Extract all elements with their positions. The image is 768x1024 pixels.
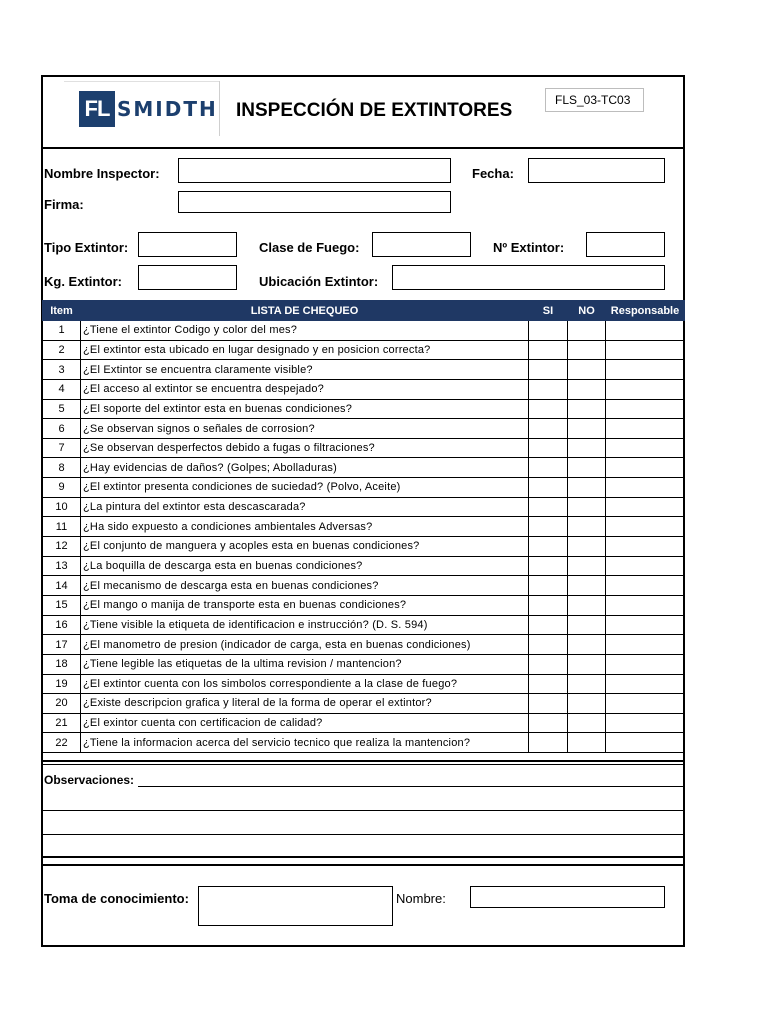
document-code: FLS_03-TC03 [545, 88, 644, 112]
no-cell[interactable] [568, 733, 606, 753]
no-cell[interactable] [568, 576, 606, 596]
col-checklist-header: LISTA DE CHEQUEO [81, 301, 529, 321]
no-cell[interactable] [568, 694, 606, 714]
table-row [43, 419, 685, 439]
checklist-question: ¿El mecanismo de descarga esta en buenas condiciones? [81, 576, 529, 596]
checklist-question: ¿La pintura del extintor esta descascarada? [81, 497, 529, 517]
responsable-cell[interactable] [606, 458, 685, 478]
table-row [43, 438, 685, 458]
table-row [43, 360, 685, 380]
si-cell[interactable] [529, 576, 568, 596]
no-cell[interactable] [568, 458, 606, 478]
page-title: INSPECCIÓN DE EXTINTORES [236, 100, 513, 121]
si-cell[interactable] [529, 497, 568, 517]
checklist-question: ¿El Extintor se encuentra claramente visible? [81, 360, 529, 380]
checklist-question: ¿El mango o manija de transporte esta en buenas condiciones? [81, 595, 529, 615]
item-number: 18 [43, 654, 81, 674]
checklist-question: ¿La boquilla de descarga esta en buenas condiciones? [81, 556, 529, 576]
extinguisher-type-field[interactable] [138, 232, 237, 257]
table-row [43, 399, 685, 419]
table-row [43, 340, 685, 360]
observations-bottom-rule [42, 856, 684, 858]
item-number: 22 [43, 733, 81, 753]
table-row [43, 733, 685, 753]
fire-class-field[interactable] [372, 232, 471, 257]
si-cell[interactable] [529, 360, 568, 380]
location-field[interactable] [392, 265, 665, 290]
no-cell[interactable] [568, 379, 606, 399]
no-cell[interactable] [568, 615, 606, 635]
item-number: 7 [43, 438, 81, 458]
table-row [43, 654, 685, 674]
si-cell[interactable] [529, 733, 568, 753]
si-cell[interactable] [529, 458, 568, 478]
signature-field[interactable] [178, 191, 451, 213]
table-row [43, 713, 685, 733]
date-label: Fecha: [472, 166, 514, 181]
observations-top-rule [42, 760, 684, 762]
checklist-question: ¿El manometro de presion (indicador de carga, esta en buenas condiciones) [81, 635, 529, 655]
si-cell[interactable] [529, 556, 568, 576]
table-row [43, 379, 685, 399]
no-cell[interactable] [568, 478, 606, 498]
no-cell[interactable] [568, 360, 606, 380]
item-number: 3 [43, 360, 81, 380]
no-cell[interactable] [568, 399, 606, 419]
item-number: 4 [43, 379, 81, 399]
kg-field[interactable] [138, 265, 237, 290]
acknowledgment-field[interactable] [198, 886, 393, 926]
responsable-cell[interactable] [606, 379, 685, 399]
observations-line-2[interactable] [42, 810, 684, 811]
item-number: 11 [43, 517, 81, 537]
item-number: 2 [43, 340, 81, 360]
responsable-cell[interactable] [606, 595, 685, 615]
table-row [43, 517, 685, 537]
checklist-question: ¿Tiene legible las etiquetas de la ultima revision / mantencion? [81, 654, 529, 674]
si-cell[interactable] [529, 419, 568, 439]
table-row [43, 674, 685, 694]
inspector-field[interactable] [178, 158, 451, 183]
checklist-question: ¿Se observan desperfectos debido a fugas o filtraciones? [81, 438, 529, 458]
no-cell[interactable] [568, 556, 606, 576]
no-cell[interactable] [568, 321, 606, 341]
checklist-question: ¿El extintor esta ubicado en lugar designado y en posicion correcta? [81, 340, 529, 360]
responsable-cell[interactable] [606, 340, 685, 360]
checklist-question: ¿El extintor cuenta con los simbolos correspondiente a la clase de fuego? [81, 674, 529, 694]
checklist-question: ¿Ha sido expuesto a condiciones ambientales Adversas? [81, 517, 529, 537]
observations-line-3[interactable] [42, 834, 684, 835]
responsable-cell[interactable] [606, 635, 685, 655]
inspector-label: Nombre Inspector: [44, 166, 160, 181]
si-cell[interactable] [529, 321, 568, 341]
item-number: 10 [43, 497, 81, 517]
si-cell[interactable] [529, 517, 568, 537]
responsable-cell[interactable] [606, 694, 685, 714]
logo-divider [219, 81, 220, 136]
si-cell[interactable] [529, 537, 568, 557]
location-label: Ubicación Extintor: [259, 274, 379, 289]
responsable-cell[interactable] [606, 399, 685, 419]
extinguisher-number-label: Nº Extintor: [493, 240, 565, 255]
extinguisher-type-label: Tipo Extintor: [44, 240, 129, 255]
checklist-question: ¿Se observan signos o señales de corrosion? [81, 419, 529, 439]
item-number: 17 [43, 635, 81, 655]
responsable-cell[interactable] [606, 360, 685, 380]
table-row [43, 497, 685, 517]
no-cell[interactable] [568, 713, 606, 733]
item-number: 1 [43, 321, 81, 341]
checklist-question: ¿Tiene el extintor Codigo y color del mes? [81, 321, 529, 341]
checklist-question: ¿El exintor cuenta con certificacion de calidad? [81, 713, 529, 733]
no-cell[interactable] [568, 497, 606, 517]
si-cell[interactable] [529, 379, 568, 399]
checklist-question: ¿El extintor presenta condiciones de suciedad? (Polvo, Aceite) [81, 478, 529, 498]
responsable-cell[interactable] [606, 674, 685, 694]
no-cell[interactable] [568, 419, 606, 439]
logo-mark: FL [79, 91, 115, 127]
responsable-cell[interactable] [606, 478, 685, 498]
name-label: Nombre: [396, 891, 446, 906]
si-cell[interactable] [529, 713, 568, 733]
no-cell[interactable] [568, 635, 606, 655]
observations-line-1[interactable] [138, 786, 684, 787]
item-number: 16 [43, 615, 81, 635]
logo-text: SMIDTH [117, 97, 218, 121]
no-cell[interactable] [568, 340, 606, 360]
checklist-question: ¿El conjunto de manguera y acoples esta en buenas condiciones? [81, 537, 529, 557]
item-number: 12 [43, 537, 81, 557]
no-cell[interactable] [568, 595, 606, 615]
header-divider [42, 147, 684, 149]
responsable-cell[interactable] [606, 497, 685, 517]
item-number: 15 [43, 595, 81, 615]
item-number: 21 [43, 713, 81, 733]
flsmidth-logo [79, 91, 218, 127]
table-row [43, 537, 685, 557]
si-cell[interactable] [529, 654, 568, 674]
table-row [43, 478, 685, 498]
table-row [43, 321, 685, 341]
observations-top-rule-2 [42, 764, 684, 765]
si-cell[interactable] [529, 340, 568, 360]
si-cell[interactable] [529, 438, 568, 458]
responsable-cell[interactable] [606, 537, 685, 557]
item-number: 9 [43, 478, 81, 498]
checklist-question: ¿Existe descripcion grafica y literal de la forma de operar el extintor? [81, 694, 529, 714]
responsable-cell[interactable] [606, 615, 685, 635]
table-row [43, 595, 685, 615]
responsable-cell[interactable] [606, 321, 685, 341]
checklist-question: ¿Tiene visible la etiqueta de identificacion e instrucción? (D. S. 594) [81, 615, 529, 635]
checklist-header-row [43, 301, 685, 321]
no-cell[interactable] [568, 438, 606, 458]
no-cell[interactable] [568, 517, 606, 537]
item-number: 19 [43, 674, 81, 694]
si-cell[interactable] [529, 635, 568, 655]
responsable-cell[interactable] [606, 576, 685, 596]
checklist-question: ¿El soporte del extintor esta en buenas condiciones? [81, 399, 529, 419]
acknowledgment-label: Toma de conocimiento: [44, 891, 189, 906]
no-cell[interactable] [568, 654, 606, 674]
item-number: 14 [43, 576, 81, 596]
responsable-cell[interactable] [606, 733, 685, 753]
kg-label: Kg. Extintor: [44, 274, 122, 289]
table-row [43, 556, 685, 576]
table-row [43, 576, 685, 596]
table-row [43, 458, 685, 478]
responsable-cell[interactable] [606, 713, 685, 733]
date-field[interactable] [528, 158, 665, 183]
name-field[interactable] [470, 886, 665, 908]
col-no-header: NO [568, 301, 606, 321]
table-row [43, 615, 685, 635]
fire-class-label: Clase de Fuego: [259, 240, 360, 255]
footer-top-rule [42, 864, 684, 866]
responsable-cell[interactable] [606, 654, 685, 674]
no-cell[interactable] [568, 674, 606, 694]
observations-label: Observaciones: [44, 773, 135, 787]
signature-label: Firma: [44, 197, 84, 212]
item-number: 8 [43, 458, 81, 478]
item-number: 6 [43, 419, 81, 439]
col-responsable-header: Responsable [606, 301, 685, 321]
no-cell[interactable] [568, 537, 606, 557]
si-cell[interactable] [529, 694, 568, 714]
checklist-question: ¿Hay evidencias de daños? (Golpes; Abolladuras) [81, 458, 529, 478]
checklist-question: ¿Tiene la informacion acerca del servicio tecnico que realiza la mantencion? [81, 733, 529, 753]
si-cell[interactable] [529, 674, 568, 694]
table-row [43, 694, 685, 714]
checklist-table [42, 300, 685, 753]
responsable-cell[interactable] [606, 517, 685, 537]
checklist-question: ¿El acceso al extintor se encuentra despejado? [81, 379, 529, 399]
col-si-header: SI [529, 301, 568, 321]
responsable-cell[interactable] [606, 419, 685, 439]
responsable-cell[interactable] [606, 438, 685, 458]
si-cell[interactable] [529, 615, 568, 635]
item-number: 5 [43, 399, 81, 419]
logo-border [64, 81, 220, 82]
item-number: 13 [43, 556, 81, 576]
si-cell[interactable] [529, 399, 568, 419]
extinguisher-number-field[interactable] [586, 232, 665, 257]
responsable-cell[interactable] [606, 556, 685, 576]
si-cell[interactable] [529, 478, 568, 498]
col-item-header: Item [43, 301, 81, 321]
table-row [43, 635, 685, 655]
item-number: 20 [43, 694, 81, 714]
si-cell[interactable] [529, 595, 568, 615]
